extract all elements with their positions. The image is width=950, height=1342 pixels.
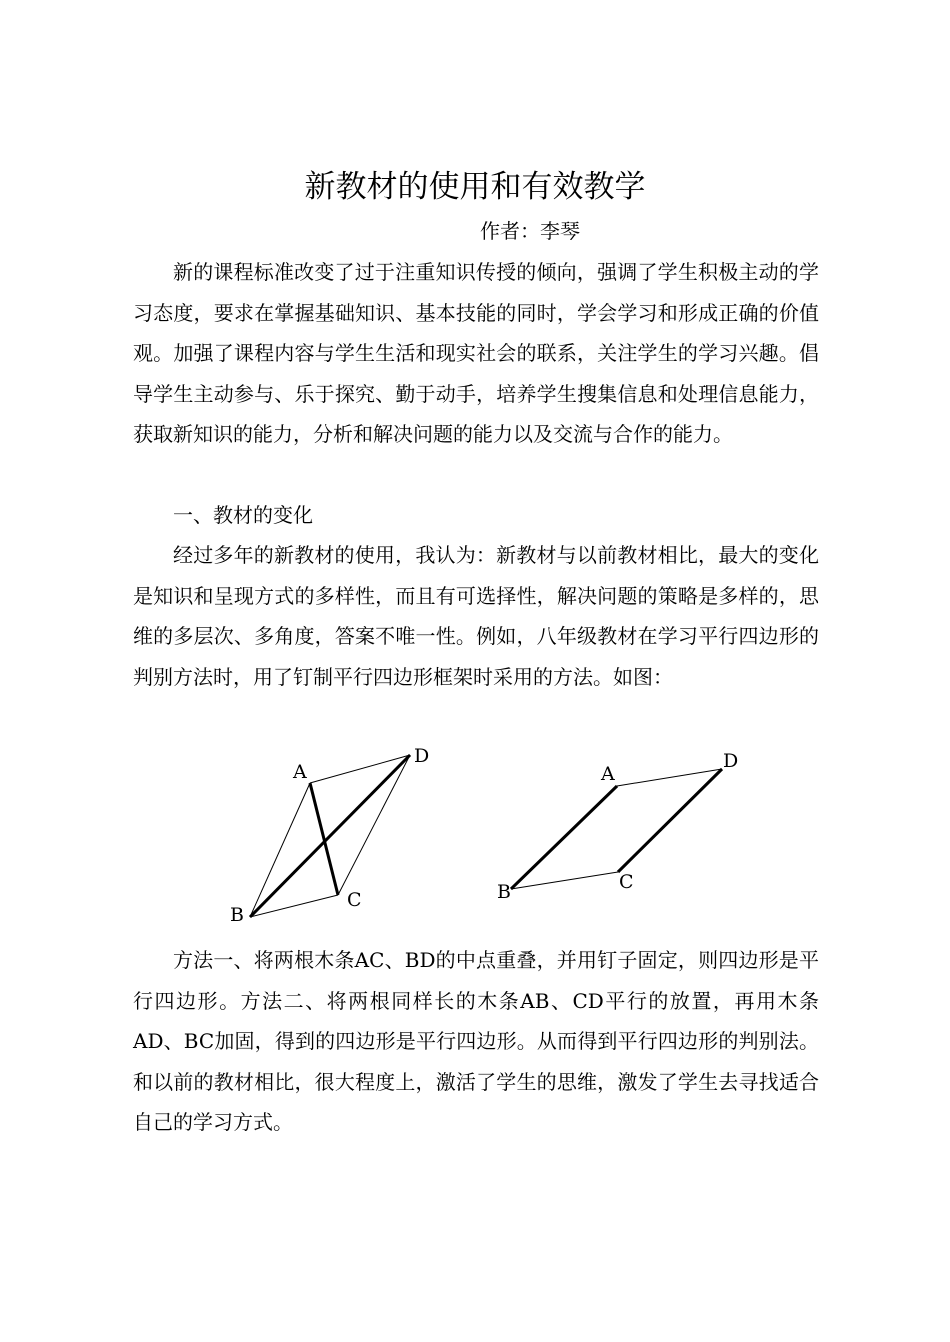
document-title: 新教材的使用和有效教学 xyxy=(304,169,646,205)
bar-cd xyxy=(618,769,722,872)
edge-ab xyxy=(250,783,310,917)
figure-diagonals xyxy=(230,745,429,926)
parallelogram-figure xyxy=(220,740,760,930)
label-right-a: A xyxy=(601,763,615,785)
label-left-c: C xyxy=(347,889,362,911)
author-line: 作者：李琴 xyxy=(480,219,580,243)
paragraph-intro: 新的课程标准改变了过于注重知识传授的倾向，强调了学生积极主动的学习态度，要求在掌握基础知识、基本技能的同时，学会学习和形成正确的价值观。加强了课程内容与学生生活和现实社会的联系，关注学生的学习兴趣。倡导学生主动参与、乐于探究、勤于动手，培养学生搜集信息和处理信息能力，获取新知识的能力，分析和解决问题的能力以及交流与合作的能力。 xyxy=(133,260,819,446)
label-left-a: A xyxy=(293,761,307,783)
paragraph-methods: 方法一、将两根木条AC、BD的中点重叠，并用钉子固定，则四边形是平行四边形。方法二、将两根同样长的木条AB、CD平行的放置，再用木条AD、BC加固，得到的四边形是平行四边形。从而得到平行四边形的判别法。和以前的教材相比，很大程度上，激活了学生的思维，激发了学生去寻找适合自己的学习方式。 xyxy=(133,948,819,1134)
label-left-b: B xyxy=(230,904,244,926)
diagonal-bd xyxy=(250,755,410,917)
label-right-d: D xyxy=(723,750,739,772)
label-right-c: C xyxy=(619,871,634,893)
edge-cd xyxy=(338,755,410,895)
figure-parallel-sides xyxy=(497,750,738,903)
bar-ab xyxy=(511,786,617,889)
edge-bc xyxy=(250,895,338,917)
section-heading: 一、教材的变化 xyxy=(173,503,313,527)
label-right-b: B xyxy=(497,881,511,903)
label-left-d: D xyxy=(414,745,430,767)
paragraph-changes: 经过多年的新教材的使用，我认为：新教材与以前教材相比，最大的变化是知识和呈现方式的多样性，而且有可选择性，解决问题的策略是多样的，思维的多层次、多角度，答案不唯一性。例如，八年级教材在学习平行四边形的判别方法时，用了钉制平行四边形框架时采用的方法。如图： xyxy=(133,543,819,689)
diagonal-ac xyxy=(310,783,338,895)
